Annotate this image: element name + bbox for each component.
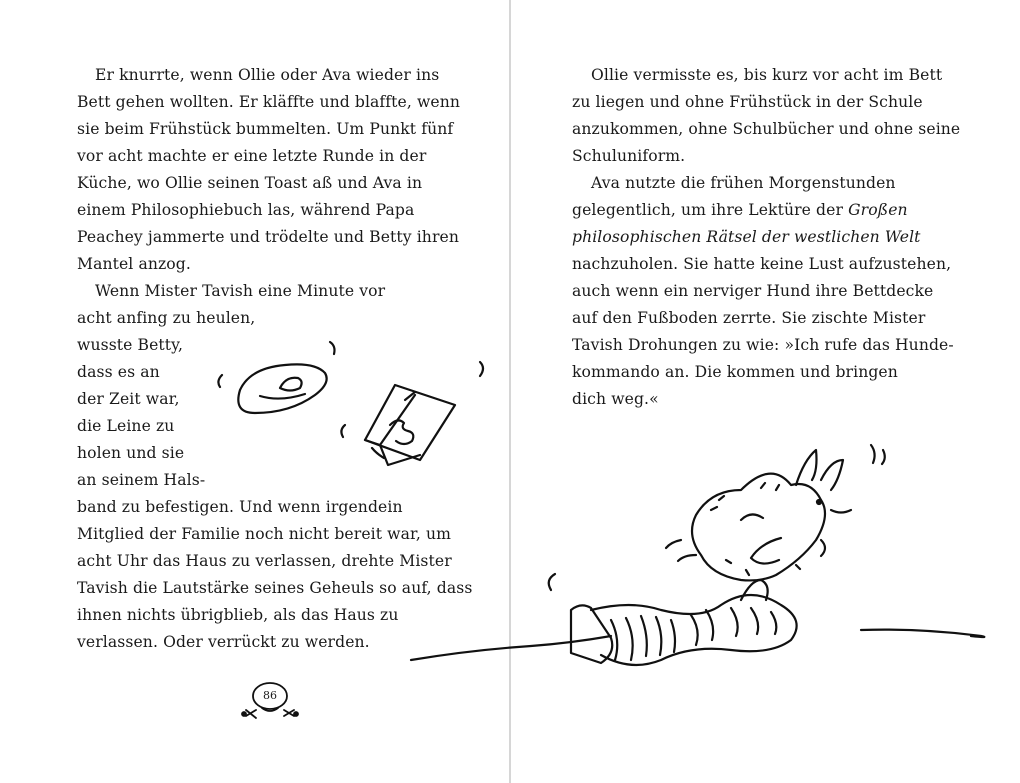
right-page [511, 0, 1020, 783]
text-line: wusste Betty, [77, 336, 184, 354]
text-line: band zu befestigen. Und wenn irgendein [77, 498, 403, 516]
text-line: dass es an [77, 363, 160, 381]
page-number: 86 [263, 689, 277, 702]
text-line: einem Philosophiebuch las, während Papa [77, 201, 415, 219]
text-line: der Zeit war, [77, 390, 180, 408]
text-line-with-italic [572, 197, 908, 224]
text-line: anzukommen, ohne Schulbücher und ohne seine [572, 120, 961, 138]
text-line: Peachey jammerte und trödelte und Betty ihren [77, 228, 459, 246]
book-title-italic: philosophischen Rätsel der westlichen Welt [572, 228, 921, 246]
page-number-badge [240, 678, 300, 728]
text-line: kommando an. Die kommen und bringen [572, 363, 898, 381]
text-line: die Leine zu [77, 417, 175, 435]
text-line: nachzuholen. Sie hatte keine Lust aufzustehen, [572, 255, 952, 273]
text-line: Ava nutzte die frühen Morgenstunden [591, 174, 896, 192]
text-line [572, 224, 921, 251]
text-line: vor acht machte er eine letzte Runde in der [77, 147, 427, 165]
text-line: acht Uhr das Haus zu verlassen, drehte Mister [77, 552, 452, 570]
text-line: Tavish Drohungen zu wie: »Ich rufe das Hunde- [572, 336, 954, 354]
text-line: Mitglied der Familie noch nicht bereit war, um [77, 525, 451, 543]
text-line: Ollie vermisste es, bis kurz vor acht im Bett [591, 66, 943, 84]
text-line: zu liegen und ohne Frühstück in der Schule [572, 93, 923, 111]
text-line: Mantel anzog. [77, 255, 191, 273]
dog-duvet-drawing [401, 430, 1001, 680]
text-line: Bett gehen wollten. Er kläffte und blaffte, wenn [77, 93, 461, 111]
dog-and-duvet-illustration [401, 430, 1001, 680]
text-line: Er knurrte, wenn Ollie oder Ava wieder ins [95, 66, 440, 84]
text-line: acht anfing zu heulen, [77, 309, 256, 327]
text-line: an seinem Hals- [77, 471, 206, 489]
text-line: sie beim Frühstück bummelten. Um Punkt fünf [77, 120, 454, 138]
text-line: Küche, wo Ollie seinen Toast aß und Ava in [77, 174, 423, 192]
text-line: Schuluniform. [572, 147, 686, 165]
text-line: holen und sie [77, 444, 185, 462]
text-line: dich weg.« [572, 390, 659, 408]
text-line: ihnen nichts übrigblieb, als das Haus zu [77, 606, 399, 624]
text-run: gelegentlich, um ihre Lektüre der [572, 201, 849, 219]
text-line: auf den Fußboden zerrte. Sie zischte Mister [572, 309, 926, 327]
text-line: Wenn Mister Tavish eine Minute vor [95, 282, 386, 300]
book-title-italic: Großen [848, 201, 908, 219]
text-line: auch wenn ein nerviger Hund ihre Bettdecke [572, 282, 934, 300]
text-line: Tavish die Lautstärke seines Geheuls so auf, dass [77, 579, 473, 597]
page-number-ornament [240, 678, 300, 728]
text-line: verlassen. Oder verrückt zu werden. [77, 633, 370, 651]
